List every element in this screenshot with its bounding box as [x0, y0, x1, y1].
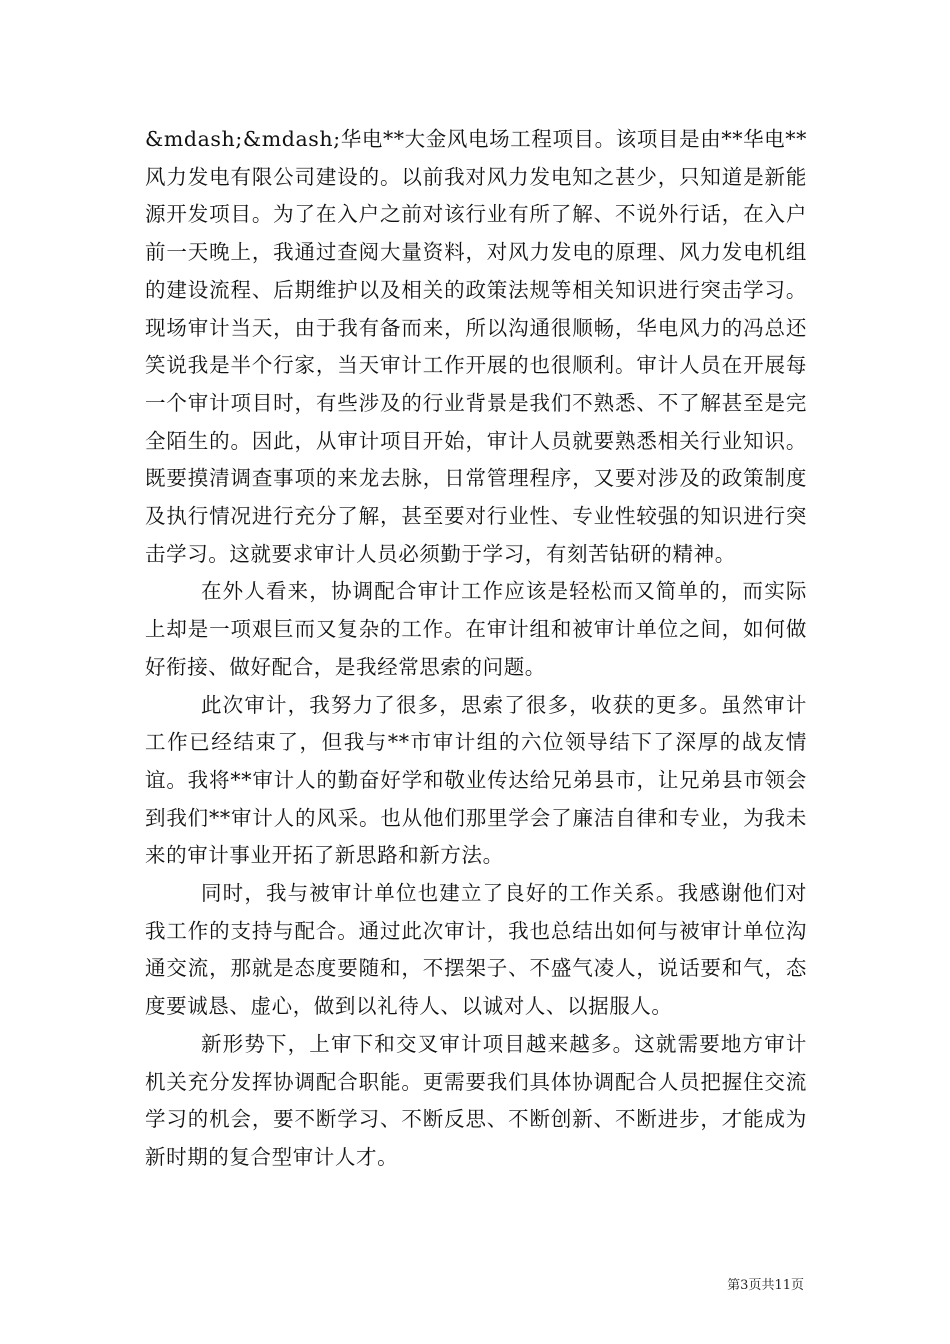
document-body — [145, 121, 807, 1177]
paragraph-2: 在外人看来，协调配合审计工作应该是轻松而又简单的，而实际上却是一项艰巨而又复杂的工作。在审计组和被审计单位之间，如何做好衔接、做好配合，是我经常思索的问题。 — [145, 579, 807, 679]
paragraph-1: &mdash;&mdash;华电**大金风电场工程项目。该项目是由**华电**风力发电有限公司建设的。以前我对风力发电知之甚少，只知道是新能源开发项目。为了在入户之前对该行业有所了解、不说外行话，在入户前一天晚上，我通过查阅大量资料，对风力发电的原理、风力发电机组的建设流程、后期维护以及相关的政策法规等相关知识进行突击学习。现场审计当天，由于我有备而来，所以沟通很顺畅，华电风力的冯总还笑说我是半个行家，当天审计工作开展的也很顺利。审计人员在开展每一个审计项目时，有些涉及的行业背景是我们不熟悉、不了解甚至是完全陌生的。因此，从审计项目开始，审计人员就要熟悉相关行业知识。既要摸清调查事项的来龙去脉，日常管理程序，又要对涉及的政策制度及执行情况进行充分了解，甚至要对行业性、专业性较强的知识进行突击学习。这就要求审计人员必须勤于学习，有刻苦钻研的精神。 — [145, 127, 807, 566]
paragraph-3: 此次审计，我努力了很多，思索了很多，收获的更多。虽然审计工作已经结束了，但我与**市审计组的六位领导结下了深厚的战友情谊。我将**审计人的勤奋好学和敬业传达给兄弟县市，让兄弟县市领会到我们**审计人的风采。也从他们那里学会了廉洁自律和专业，为我未来的审计事业开拓了新思路和新方法。 — [145, 692, 807, 868]
page-number: 第3页共11页 — [727, 1278, 804, 1293]
paragraph-5: 新形势下，上审下和交叉审计项目越来越多。这就需要地方审计机关充分发挥协调配合职能。更需要我们具体协调配合人员把握住交流学习的机会，要不断学习、不断反思、不断创新、不断进步，才能成为新时期的复合型审计人才。 — [145, 1031, 807, 1169]
paragraph-4: 同时，我与被审计单位也建立了良好的工作关系。我感谢他们对我工作的支持与配合。通过此次审计，我也总结出如何与被审计单位沟通交流，那就是态度要随和，不摆架子、不盛气凌人，说话要和气，态度要诚恳、虚心，做到以礼待人、以诚对人、以据服人。 — [145, 881, 807, 1019]
